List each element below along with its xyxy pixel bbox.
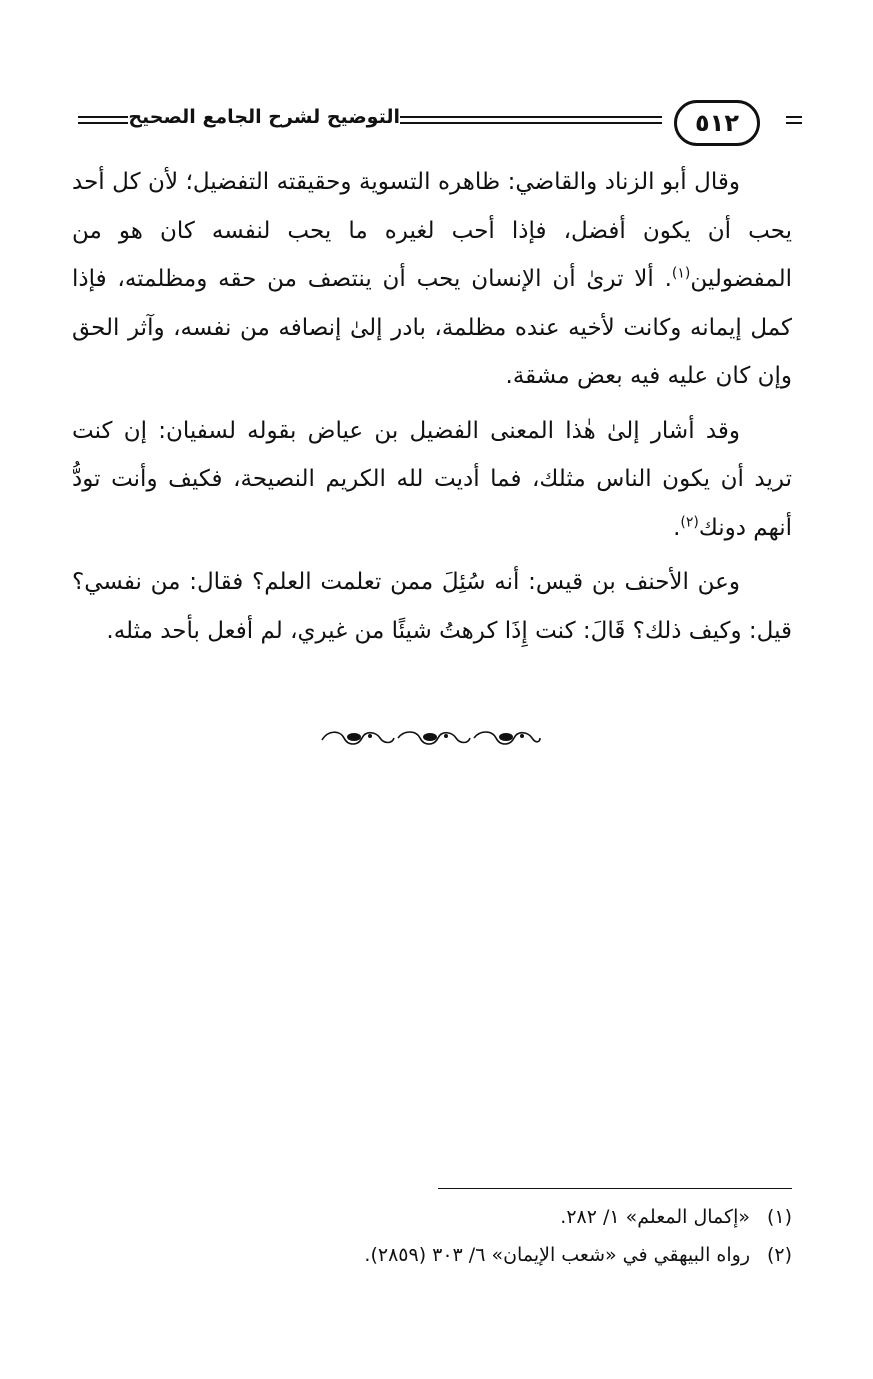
header-rule-middle — [400, 116, 662, 118]
paragraph — [72, 158, 792, 401]
footnote-reference: (١) — [671, 265, 691, 282]
footnote — [120, 1236, 792, 1274]
header-rule-right — [786, 116, 802, 118]
running-header — [70, 96, 800, 152]
paragraph-text: وعن الأحنف بن قيس: أنه سُئِلَ ممن تعلمت العلم؟ فقال: من نفسي؟ قيل: وكيف ذلك؟ قَالَ: كنت إِذَا كرهتُ شيئًا من غيري، لم أفعل بأحد مثله. — [72, 569, 792, 644]
section-end-ornament — [318, 724, 544, 752]
main-text — [72, 158, 792, 661]
paragraph-text: . — [673, 514, 681, 541]
page-number: ٥١٢ — [674, 100, 760, 146]
footnote-number: (٢) — [766, 1244, 792, 1266]
footnote-text: «إكمال المعلم» ١/ ٢٨٢. — [560, 1206, 750, 1228]
paragraph-text: وقد أشار إلىٰ هٰذا المعنى الفضيل بن عياض بقوله لسفيان: إن كنت تريد أن يكون الناس مثلك، فما أديت لله الكريم النصيحة، فكيف وأنت تودُّ أنهم دونك — [72, 417, 792, 541]
footnote — [120, 1198, 792, 1236]
paragraph-text: وقال أبو الزناد والقاضي: ظاهره التسوية وحقيقته التفضيل؛ لأن كل أحد يحب أن يكون أفضل، فإذا أحب لغيره ما يحب لنفسه كان هو من المفضولين — [72, 169, 792, 292]
footnote-separator — [438, 1188, 792, 1189]
paragraph — [72, 558, 792, 655]
paragraph-text: . ألا ترىٰ أن الإنسان يحب أن ينتصف من حقه ومظلمته، فإذا كمل إيمانه وكانت لأخيه عنده مظلمة، بادر إلىٰ إنصافه من نفسه، وآثر الحق وإن كان عليه فيه بعض مشقة. — [72, 266, 792, 389]
footnotes — [120, 1198, 792, 1274]
footnote-reference: (٢) — [680, 513, 699, 530]
running-title: التوضيح لشرح الجامع الصحيح — [128, 106, 400, 128]
footnote-text: رواه البيهقي في «شعب الإيمان» ٦/ ٣٠٣ (٢٨٥٩). — [364, 1244, 750, 1266]
paragraph — [72, 407, 792, 553]
footnote-number: (١) — [766, 1206, 792, 1228]
header-rule-left — [78, 116, 128, 118]
